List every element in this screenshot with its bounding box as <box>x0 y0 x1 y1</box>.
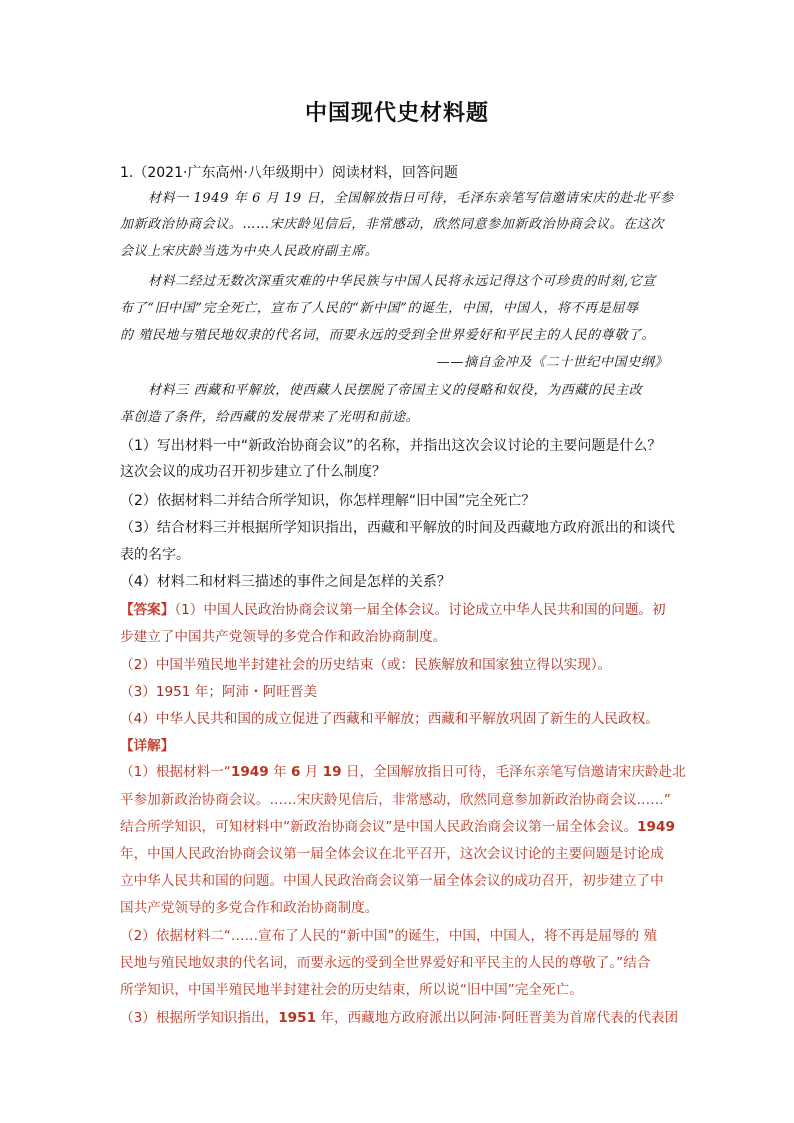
question-header: 1.（2021·广东高州·八年级期中）阅读材料，回答问题 <box>120 165 458 181</box>
detail-text: 日，全国解放指日可待，毛泽东亲笔写信邀请宋庆龄赴北 <box>341 764 686 780</box>
detail-text: （3）根据所学知识指出， <box>120 1010 279 1026</box>
question-line: 这次会议的成功召开初步建立了什么制度？ <box>120 464 386 480</box>
answer-text: （1）中国人民政治协商会议第一届全体会议。讨论成立中华人民共和国的问题。初 <box>174 602 666 618</box>
detail-line: 平参加新政治协商会议。……宋庆龄见信后，非常感动，欣然同意参加新政治协商会议……” <box>120 792 671 808</box>
answer-line: （2）中国半殖民地半封建社会的历史结束（或：民族解放和国家独立得以实现）。 <box>120 657 612 673</box>
detail-line: 国共产党领导的多党合作和政治协商制度。 <box>120 900 379 916</box>
answer-line <box>120 601 680 619</box>
material-line: 材料一 1949 年 6 月 19 日，全国解放指日可待，毛泽东亲笔写信邀请宋庆的赴北平参 <box>148 191 674 206</box>
detail-tag <box>120 737 680 755</box>
detail-line <box>120 763 686 781</box>
detail-tag-text: 【详解】 <box>120 738 175 754</box>
detail-text: （1）根据材料一“ <box>120 764 231 780</box>
question-line: （1）写出材料一中“新政治协商会议”的名称，并指出这次会议讨论的主要问题是什么？ <box>120 438 662 454</box>
detail-number: 19 <box>322 764 342 780</box>
detail-line: （2）依据材料二“……宣布了人民的“新中国”的诞生，中国，中国人，将不再是屈辱的 殖 <box>120 928 658 944</box>
detail-number: 1949 <box>637 819 675 835</box>
answer-line: （4）中华人民共和国的成立促进了西藏和平解放；西藏和平解放巩固了新生的人民政权。 <box>120 711 659 727</box>
material-line: 布了“旧中国”完全死亡，宣布了人民的“新中国”的诞生，中国，中国人，将不再是屈辱 <box>120 301 639 316</box>
page-title: 中国现代史材料题 <box>304 101 489 126</box>
question-line: （4）材料二和材料三描述的事件之间是怎样的关系？ <box>120 574 451 590</box>
material-line: 材料二经过无数次深重灾难的中华民族与中国人民将永远记得这个可珍贵的时刻,它宣 <box>148 274 656 289</box>
detail-text: 年 <box>268 764 291 780</box>
material-line: 的 殖民地与殖民地奴隶的代名词，而要永远的受到全世界爱好和平民主的人民的尊敬了。 <box>120 328 656 343</box>
material-line: 革创造了条件，给西藏的发展带来了光明和前途。 <box>120 410 420 425</box>
material-line: 会议上宋庆龄当选为中央人民政府副主席。 <box>120 244 379 259</box>
material-line: 加新政治协商会议。……宋庆龄见信后，非常感动，欣然同意参加新政治协商会议。在这次 <box>120 217 665 232</box>
answer-line: 步建立了中国共产党领导的多党合作和政治协商制度。 <box>120 629 447 645</box>
detail-text: 年，西藏地方政府派出以阿沛·阿旺晋美为首席代表的代表团 <box>316 1010 679 1026</box>
question-line: 表的名字。 <box>120 547 190 563</box>
detail-line <box>120 1009 680 1027</box>
detail-line: 立中华人民共和国的问题。中国人民政治商会议第一届全体会议的成功召开，初步建立了中 <box>120 873 664 889</box>
answer-line: （3）1951 年；阿沛・阿旺晋美 <box>120 684 318 700</box>
question-line: （2）依据材料二并结合所学知识，你怎样理解“旧中国”完全死亡？ <box>120 493 536 509</box>
detail-line: 民地与殖民地奴隶的代名词，而要永远的受到全世界爱好和平民主的人民的尊敬了。”结合 <box>120 955 651 971</box>
detail-number: 1951 <box>278 1010 317 1026</box>
detail-text: 月 <box>300 764 323 780</box>
detail-number: 1949 <box>230 764 269 780</box>
material-line: 材料三 西藏和平解放，使西藏人民摆脱了帝国主义的侵略和奴役，为西藏的民主改 <box>148 383 643 398</box>
answer-tag: 【答案】 <box>120 602 175 618</box>
material-source: ——摘自金冲及《二十世纪中国史纲》 <box>436 355 668 370</box>
detail-number: 6 <box>290 764 301 780</box>
detail-line: 所学知识，中国半殖民地半封建社会的历史结束，所以说“旧中国”完全死亡。 <box>120 982 583 998</box>
detail-line <box>120 818 680 836</box>
detail-line: 年，中国人民政治协商会议第一届全体会议在北平召开，这次会议讨论的主要问题是讨论成 <box>120 846 664 862</box>
detail-text: 结合所学知识，可知材料中“新政治协商会议”是中国人民政治商会议第一届全体会议。 <box>120 819 638 835</box>
question-line: （3）结合材料三并根据所学知识指出，西藏和平解放的时间及西藏地方政府派出的和谈代 <box>120 520 675 536</box>
